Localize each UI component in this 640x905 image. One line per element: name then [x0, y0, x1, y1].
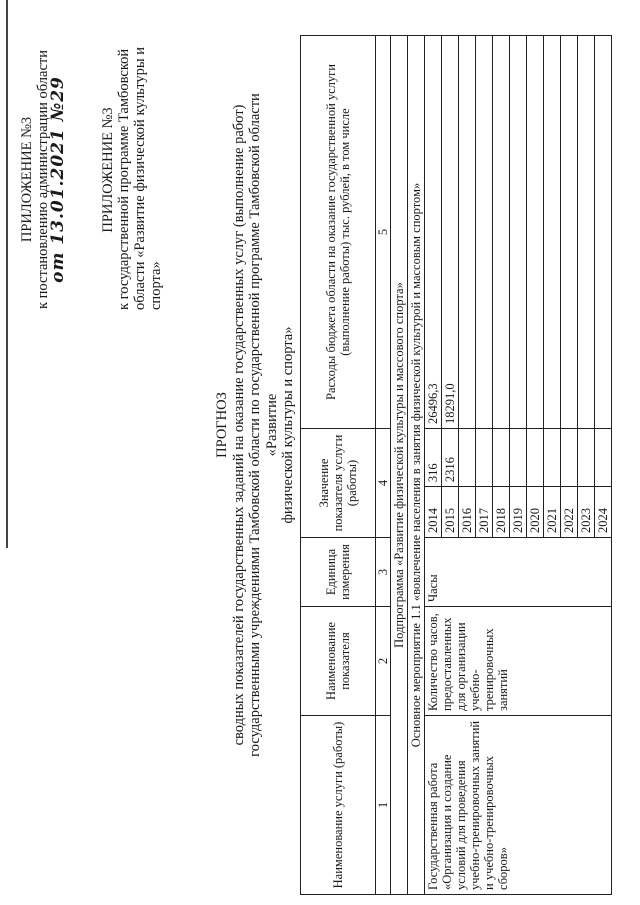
expense-cell [527, 36, 544, 429]
expense-cell: 26496,3 [425, 36, 442, 429]
column-number: 2 [376, 607, 391, 716]
appendix-decree-line: к постановлению администрации области [34, 49, 51, 310]
value-cell: 316 [425, 429, 442, 487]
year-cell: 2014 [425, 487, 442, 538]
appendix2-text: к государственной программе Тамбовской области «Развитие физической культуры и спорта» [116, 47, 164, 310]
table-row [425, 36, 442, 895]
column-number: 3 [376, 538, 391, 607]
event-title: Основное мероприятие 1.1 «вовлечение населения в занятия физической культурой и массовым спортом» [408, 36, 425, 895]
subprogram-row [391, 36, 408, 895]
header-indicator-name: Наименование показателя [301, 607, 376, 716]
column-number: 5 [376, 36, 391, 429]
expense-cell [561, 36, 578, 429]
handwritten-date-number: от 13.01.2021 №29 [48, 76, 68, 283]
value-cell [527, 429, 544, 487]
expense-cell [578, 36, 595, 429]
value-cell [476, 429, 493, 487]
value-cell [561, 429, 578, 487]
indicator-name-cell: Количество часов, предоставленных для организации учебно-тренировочных занятий [425, 607, 612, 716]
value-cell [510, 429, 527, 487]
year-cell: 2020 [527, 487, 544, 538]
appendix2-block [100, 30, 164, 310]
expense-cell [459, 36, 476, 429]
expense-cell: 18291,0 [442, 36, 459, 429]
title-main: ПРОГНОЗ [214, 392, 230, 458]
year-cell: 2022 [561, 487, 578, 538]
appendix-block [20, 17, 67, 342]
year-cell: 2023 [578, 487, 595, 538]
value-cell [493, 429, 510, 487]
column-number: 1 [376, 716, 391, 895]
header-budget-expenses: Расходы бюджета области на оказание государственной услуги (выполнение работы) тыс. рублей, в том числе [301, 36, 376, 429]
expense-cell [510, 36, 527, 429]
expense-cell [544, 36, 561, 429]
value-cell [544, 429, 561, 487]
year-cell: 2016 [459, 487, 476, 538]
year-cell: 2015 [442, 487, 459, 538]
value-cell [578, 429, 595, 487]
year-cell: 2024 [595, 487, 612, 538]
expense-cell [493, 36, 510, 429]
forecast-table [300, 35, 612, 895]
value-cell [459, 429, 476, 487]
value-cell [595, 429, 612, 487]
header-service-name: Наименование услуги (работы) [301, 716, 376, 895]
title-line-1: сводных показателей государственных заданий на оказание государственных услуг (выполнение работ) [230, 104, 247, 746]
appendix-title: ПРИЛОЖЕНИЕ №3 [19, 116, 35, 243]
year-cell: 2017 [476, 487, 493, 538]
year-cell: 2019 [510, 487, 527, 538]
expense-cell [595, 36, 612, 429]
column-number-row [376, 36, 391, 895]
title-line-2: государственными учреждениями Тамбовской области по государственной программе Тамбовской области «Развитие [247, 93, 280, 757]
title-line-3: физической культуры и спорта» [280, 326, 296, 524]
appendix2-title: ПРИЛОЖЕНИЕ №3 [100, 107, 116, 233]
header-indicator-value: Значение показателя услуги (работы) [301, 429, 376, 538]
year-cell: 2018 [493, 487, 510, 538]
service-name-cell: Государственная работа «Организация и создание условий для проведения учебно-тренировочных занятий и учебно-тренировочных сборов» [425, 716, 612, 895]
subprogram-title: Подпрограмма «Развитие физической культуры и массового спорта» [391, 36, 408, 895]
header-unit: Единица измерения [301, 538, 376, 607]
column-number: 4 [376, 429, 391, 538]
year-cell: 2021 [544, 487, 561, 538]
expense-cell [476, 36, 493, 429]
value-cell: 2316 [442, 429, 459, 487]
unit-cell: Часы [425, 538, 612, 607]
document-title [214, 75, 297, 775]
event-row [408, 36, 425, 895]
table-header-row [301, 36, 376, 895]
